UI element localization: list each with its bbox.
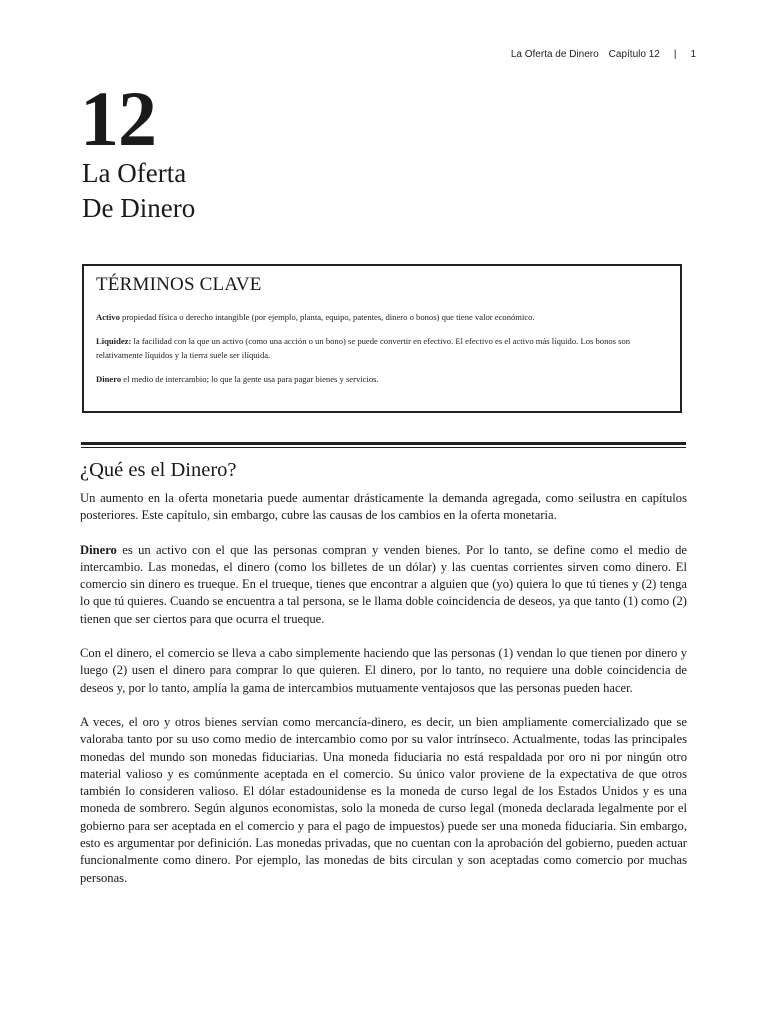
key-term-definition: el medio de intercambio; lo que la gente usa para pagar bienes y servicios. xyxy=(121,374,379,384)
header-book-title: La Oferta de Dinero xyxy=(510,49,599,60)
page-number: 1 xyxy=(690,49,696,60)
section-divider-thin xyxy=(81,447,686,448)
key-terms-heading: TÉRMINOS CLAVE xyxy=(96,274,262,295)
key-term-item xyxy=(96,334,668,362)
key-term-name: Activo xyxy=(96,312,120,322)
section-body xyxy=(80,490,687,904)
chapter-title xyxy=(82,156,195,226)
paragraph-4: A veces, el oro y otros bienes servían como mercancía-dinero, es decir, un bien ampliamente comercializado que se valoraba tanto por su uso como medio de intercambio como por su valor intrínseco. Actualmente, todas las principales monedas del mundo son monedas fiduciarias. Una moneda fiduciaria no está respaldada por oro ni por ningún otro material valioso y es comúnmente aceptada en el comercio. Su único valor proviene de la expectativa de que otros también lo consideren valioso. El dólar estadounidense es la moneda de curso legal de los Estados Unidos y es una moneda de sombrero. Según algunos economistas, solo la moneda de curso legal (moneda declarada legalmente por el gobierno para ser aceptada en el comercio y para el pago de impuestos) puede ser una moneda fiduciaria. Sin embargo, esto es argumentar por definición. Las monedas privadas, que no cuentan con la aprobación del gobierno, pueden actuar funcionalmente como dinero. Por ejemplo, las monedas de bits circulan y son aceptadas como comercio por muchas personas. xyxy=(80,714,687,885)
key-term-definition: propiedad física o derecho intangible (por ejemplo, planta, equipo, patentes, dinero o bonos) que tiene valor económico. xyxy=(119,312,535,322)
paragraph-1: Un aumento en la oferta monetaria puede aumentar drásticamente la demanda agregada, como seilustra en capítulos posteriores. Este capítulo, sin embargo, cubre las causas de los cambios en la oferta monetaria. xyxy=(80,491,687,523)
paragraph-2-term: Dinero xyxy=(80,542,117,557)
key-term-item xyxy=(96,372,668,386)
header-separator: | xyxy=(673,49,677,60)
key-term-name: Dinero xyxy=(96,374,122,384)
key-term-name: Liquidez: xyxy=(96,336,132,346)
key-terms-box xyxy=(82,264,682,413)
chapter-title-line-1: La Oferta xyxy=(82,158,187,188)
paragraph-3: Con el dinero, el comercio se lleva a cabo simplemente haciendo que las personas (1) vendan lo que tienen por dinero y luego (2) usen el dinero para comprar lo que quieren. El dinero, por lo tanto, no requiere una doble coincidencia de deseos y, por lo tanto, amplía la gama de intercambios mutuamente ventajosos que las personas pueden hacer. xyxy=(80,646,687,695)
paragraph-2-text: es un activo con el que las personas compran y venden bienes. Por lo tanto, se define como el medio de intercambio. Las monedas, el dinero (como los billetes de un dólar) y las cuentas corrientes sirven como dinero. El comercio sin dinero es trueque. En el trueque, tienes que encontrar a alguien que (yo) quiera lo que tú tienes y (2) tenga lo que tú quieres. Cuando se encuentra a tal persona, se le llama doble coincidencia de deseos, ya que tanto (1) como (2) tienen que ser ciertos para que ocurra el trueque. xyxy=(80,542,687,626)
chapter-number: 12 xyxy=(80,75,156,162)
section-divider-thick xyxy=(81,442,686,445)
key-term-definition: la facilidad con la que un activo (como una acción o un bono) se puede convertir en efectivo. El efectivo es el activo más líquido. Los bonos son relativamente líquidos y la tierra suele ser ilíquida. xyxy=(96,336,631,360)
running-header xyxy=(511,49,696,60)
section-title: ¿Qué es el Dinero? xyxy=(80,459,237,481)
key-term-item xyxy=(96,310,668,324)
paragraph-2 xyxy=(80,542,687,628)
chapter-title-line-2: De Dinero xyxy=(82,193,196,223)
header-chapter-label: Capítulo 12 xyxy=(608,49,660,60)
